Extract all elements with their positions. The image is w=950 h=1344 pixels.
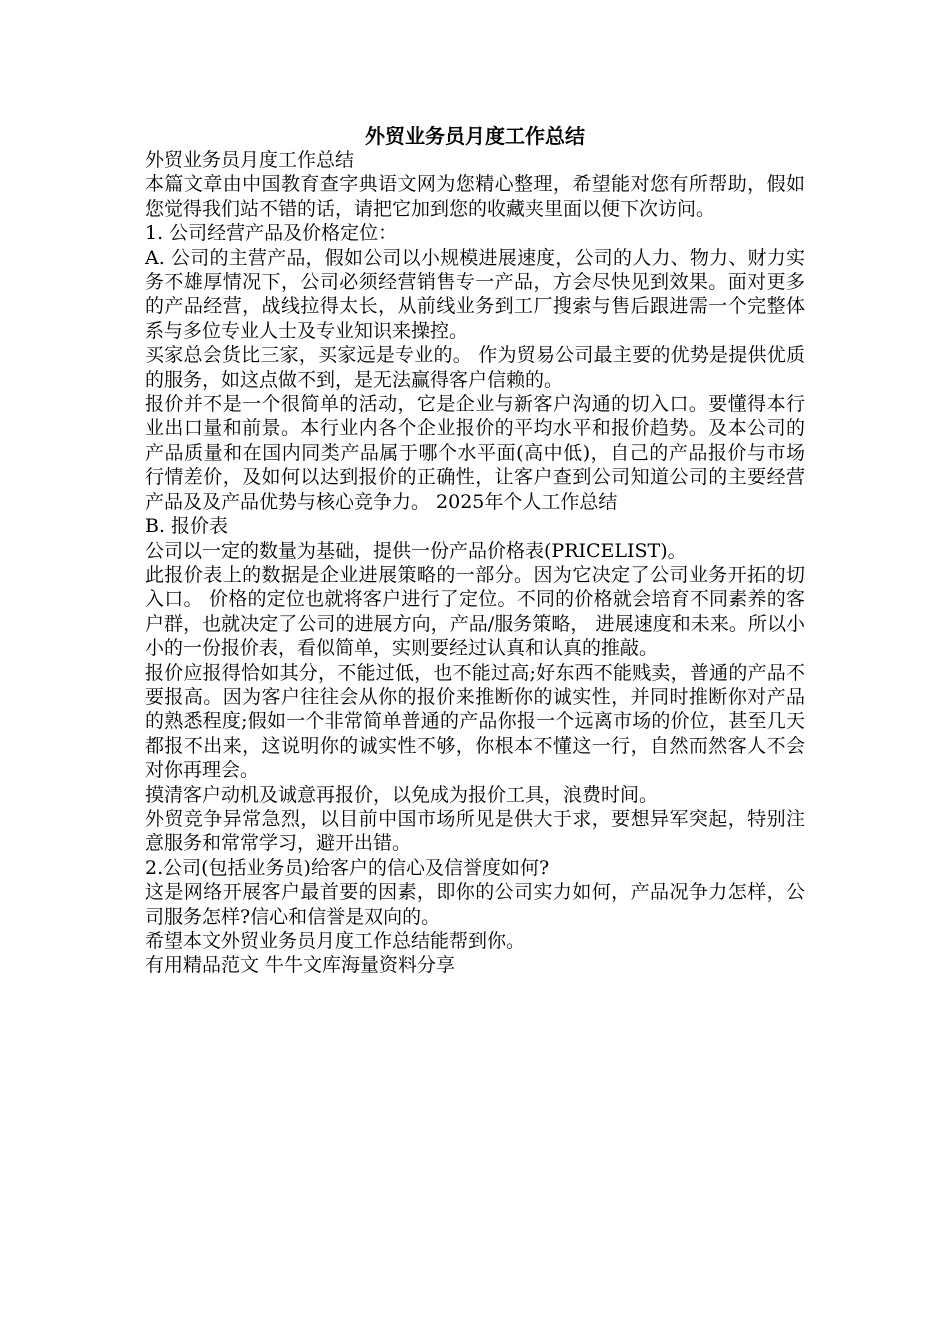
paragraph-buyers: 买家总会货比三家，买家远是专业的。 作为贸易公司最主要的优势是提供优质的服务，如这点做不到，是无法赢得客户信赖的。 <box>145 344 805 391</box>
section-heading-2: 2.公司(包括业务员)给客户的信心及信誉度如何? <box>145 856 550 879</box>
paragraph-strategy: 此报价表上的数据是企业进展策略的一部分。因为它决定了公司业务开拓的切入口。 价格的定位也就将客户进行了定位。不同的价格就会培育不同素养的客户群，也就决定了公司的进展方向，产品/服务策略， 进展速度和未来。所以小小的一份报价表，看似简单，实则要经过认真和认真的推敲。 <box>145 563 805 660</box>
paragraph-customer-motive: 摸清客户动机及诚意再报价，以免成为报价工具，浪费时间。 <box>145 783 659 806</box>
paragraph-competition: 外贸竞争异常急烈，以目前中国市场所见是供大于求，要想异军突起，特别注意服务和常常学习，避开出错。 <box>145 807 805 855</box>
paragraph-footer: 有用精品范文 牛牛文库海量资料分享 <box>145 954 456 977</box>
paragraph-pricing-advice: 报价应报得恰如其分，不能过低，也不能过高;好东西不能贱卖，普通的产品不要报高。因为客户往往会从你的报价来推断你的诚实性，并同时推断你对产品的熟悉程度;假如一个非常简单普通的产品你报一个远离市场的价位，甚至几天都报不出来，这说明你的诚实性不够，你根本不懂这一行，自然而然客人不会对你再理会。 <box>145 661 805 782</box>
section-heading-1: 1. 公司经营产品及价格定位： <box>145 222 398 245</box>
paragraph-subtitle: 外贸业务员月度工作总结 <box>145 149 355 171</box>
paragraph-closing: 希望本文外贸业务员月度工作总结能帮到你。 <box>145 930 526 952</box>
paragraph-trust: 这是网络开展客户最首要的因素，即你的公司实力如何，产品况争力怎样，公司服务怎样?信心和信誉是双向的。 <box>145 881 805 928</box>
document-body <box>145 148 805 978</box>
document-title: 外贸业务员月度工作总结 <box>365 124 585 148</box>
paragraph-quotation: 报价并不是一个很简单的活动，它是企业与新客户沟通的切入口。要懂得本行业出口量和前景。本行业内各个企业报价的平均水平和报价趋势。及本公司的产品质量和在国内同类产品属于哪个水平面(高中低)，自己的产品报价与市场行情差价，及如何以达到报价的正确性，让客户查到公司知道公司的主要经营产品及及产品优势与核心竞争力。 2025年个人工作总结 <box>145 393 805 513</box>
paragraph-intro: 本篇文章由中国教育查字典语文网为您精心整理，希望能对您有所帮助，假如您觉得我们站不错的话，请把它加到您的收藏夹里面以便下次访问。 <box>145 173 805 220</box>
paragraph-pricelist: 公司以一定的数量为基础，提供一份产品价格表(PRICELIST)。 <box>145 539 687 562</box>
section-heading-b: B. 报价表 <box>145 515 229 538</box>
paragraph-main-product: A. 公司的主营产品，假如公司以小规模进展速度，公司的人力、物力、财力实务不雄厚情况下，公司必须经营销售专一产品，方会尽快见到效果。面对更多的产品经营，战线拉得太长，从前线业务到工厂搜索与售后跟进需一个完整体系与多位专业人士及专业知识来操控。 <box>145 246 805 342</box>
